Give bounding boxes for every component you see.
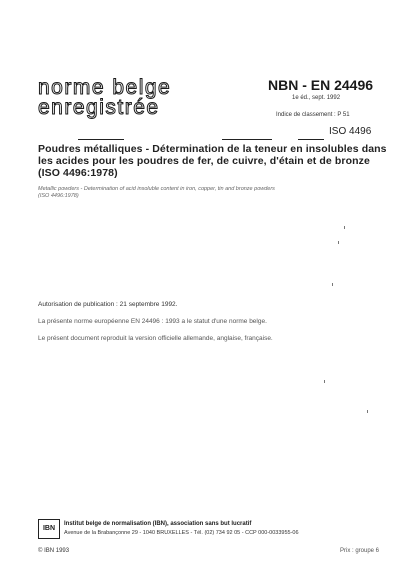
classification-index: Indice de classement : P 51 — [276, 112, 350, 118]
edition-date: 1e éd., sept. 1992 — [292, 95, 341, 101]
scan-mark — [338, 241, 339, 244]
title-line-2: les acides pour les poudres de fer, de cuivre, d'étain et de bronze — [38, 155, 370, 167]
english-title — [38, 186, 378, 200]
scan-mark — [367, 410, 368, 413]
iso-reference: ISO 4496 — [329, 126, 372, 137]
title-line-1: Poudres métalliques - Détermination de la teneur en insolubles dans — [38, 143, 387, 155]
english-title-line-1: Metallic powders - Determination of acid insoluble content in iron, copper, tin and bronze powders — [38, 186, 275, 192]
footer-institute: Institut belge de normalisation (IBN), association sans but lucratif — [64, 521, 252, 527]
price-group: Prix : groupe 6 — [340, 548, 380, 554]
standard-number: NBN - EN 24496 — [268, 77, 374, 93]
norm-statement: La présente norme européenne EN 24496 : 1993 a le statut d'une norme belge. — [38, 318, 267, 325]
versions-statement: Le présent document reproduit la version officielle allemande, anglaise, française. — [38, 335, 273, 342]
title-line-3: (ISO 4496:1978) — [38, 167, 118, 179]
ibn-logo: IBN — [38, 519, 60, 539]
english-title-line-2: (ISO 4496:1978) — [38, 193, 79, 199]
authorization-text: Autorisation de publication : 21 septembre 1992. — [38, 301, 178, 308]
separator-rule-left — [78, 139, 124, 140]
scan-mark — [324, 380, 325, 383]
document-title — [38, 143, 408, 179]
separator-rule-middle — [222, 139, 272, 140]
scan-mark — [344, 226, 345, 229]
brand-line-1: norme belge — [38, 76, 172, 99]
footer-code: © IBN 1993 — [38, 548, 70, 554]
footer-address: Avenue de la Brabançonne 29 - 1040 BRUXELLES - Tél. (02) 734 92 05 - CCP 000-0033955-06 — [64, 530, 299, 536]
scan-mark — [332, 283, 333, 286]
separator-rule-right — [298, 139, 324, 140]
brand-line-2: enregistrée — [38, 96, 160, 119]
